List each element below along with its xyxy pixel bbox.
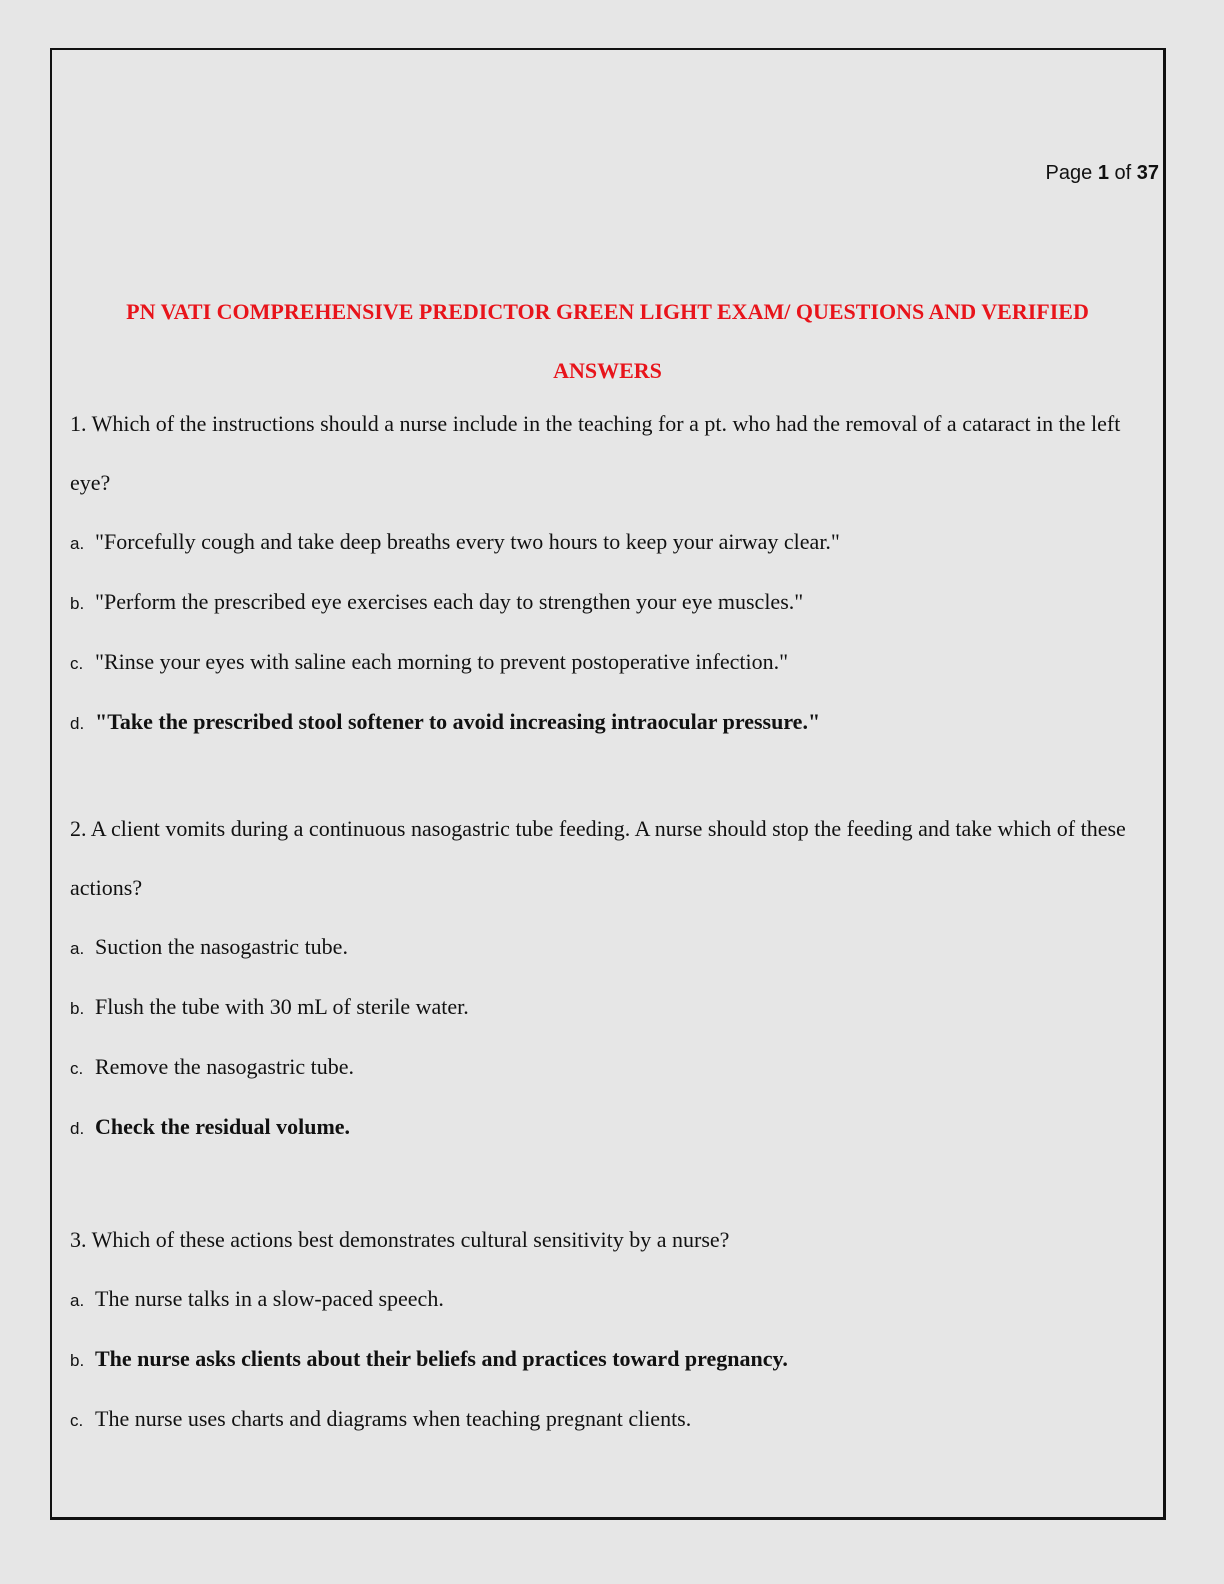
spacer [70, 752, 1159, 799]
option-a [70, 917, 1159, 977]
option-text: Remove the nasogastric tube. [95, 1054, 355, 1079]
option-letter: c. [70, 1059, 84, 1078]
option-letter: b. [70, 594, 85, 613]
option-d-correct-answer [70, 1097, 1159, 1157]
questions-list [70, 394, 1159, 1449]
question-block-2 [70, 799, 1159, 1157]
option-letter: b. [70, 1351, 85, 1370]
option-c [70, 1037, 1159, 1097]
current-page: 1 [1097, 162, 1109, 184]
option-text: "Perform the prescribed eye exercises each day to strengthen your eye muscles." [95, 589, 804, 614]
option-text: Suction the nasogastric tube. [95, 934, 348, 959]
page-of-label: of [1114, 162, 1132, 184]
option-letter: a. [70, 1291, 85, 1310]
page-label: Page [1045, 162, 1093, 184]
option-letter: d. [70, 714, 85, 733]
option-b [70, 572, 1159, 632]
option-text: Check the residual volume. [95, 1114, 351, 1139]
option-text: "Rinse your eyes with saline each morning to prevent postoperative infection." [95, 649, 789, 674]
option-text: Flush the tube with 30 mL of sterile water. [95, 994, 469, 1019]
option-c [70, 1389, 1159, 1449]
option-text: "Forcefully cough and take deep breaths every two hours to keep your airway clear." [95, 529, 840, 554]
question-block-3 [70, 1210, 1159, 1449]
option-text: The nurse talks in a slow-paced speech. [95, 1286, 444, 1311]
question-text: 1. Which of the instructions should a nurse include in the teaching for a pt. who had the removal of a cataract in the left eye? [70, 411, 1121, 495]
option-a [70, 1269, 1159, 1329]
option-b-correct-answer [70, 1329, 1159, 1389]
question-block-1 [70, 394, 1159, 752]
option-text: The nurse uses charts and diagrams when teaching pregnant clients. [95, 1406, 692, 1431]
option-letter: d. [70, 1119, 85, 1138]
document-page [50, 48, 1166, 1520]
spacer [70, 1157, 1159, 1210]
option-b [70, 977, 1159, 1037]
document-title: PN VATI COMPREHENSIVE PREDICTOR GREEN LIGHT EXAM/ QUESTIONS AND VERIFIED ANSWERS [126, 299, 1089, 383]
total-pages: 37 [1136, 162, 1159, 184]
option-letter: a. [70, 534, 85, 553]
option-a [70, 512, 1159, 572]
option-text: "Take the prescribed stool softener to avoid increasing intraocular pressure." [95, 709, 821, 734]
option-letter: a. [70, 939, 85, 958]
option-letter: c. [70, 1411, 84, 1430]
option-letter: c. [70, 654, 84, 673]
question-text: 2. A client vomits during a continuous nasogastric tube feeding. A nurse should stop the feeding and take which of these actions? [70, 816, 1126, 900]
option-d-correct-answer [70, 692, 1159, 752]
option-c [70, 632, 1159, 692]
question-text: 3. Which of these actions best demonstrates cultural sensitivity by a nurse? [70, 1227, 730, 1252]
page-number [1046, 162, 1159, 185]
option-text: The nurse asks clients about their beliefs and practices toward pregnancy. [95, 1346, 788, 1371]
option-letter: b. [70, 999, 85, 1018]
